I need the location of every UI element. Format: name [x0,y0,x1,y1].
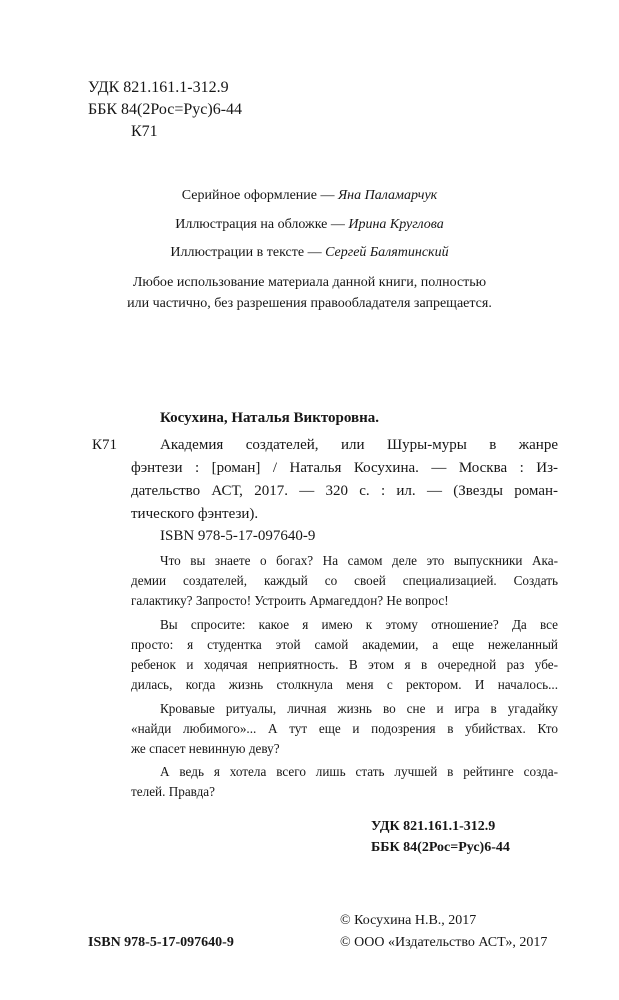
credit-name: Ирина Круглова [348,217,444,232]
credit-role: Иллюстрации в тексте — [170,245,322,260]
annotation-line: галактику? Запросто! Устроить Армагеддон? Не вопрос! [131,593,449,608]
copyright-publisher: © ООО «Издательство АСТ», 2017 [340,935,548,950]
annotation-line: демии создателей, каждый со своей специализацией. Создать [131,573,558,588]
entry-line: тического фэнтези). [131,506,259,522]
annotation-line: дилась, когда жизнь столкнула меня с ректором. И началось... [131,677,558,692]
annotation-line: Вы спросите: какое я имею к этому отношение? Да все [160,617,558,632]
entry-line: Академия создателей, или Шуры-муры в жанре [160,437,558,453]
annotation-line: Что вы знаете о богах? На самом деле это выпускники Ака- [160,553,558,568]
copyright-author: © Косухина Н.В., 2017 [340,913,477,928]
credit-role: Серийное оформление — [181,188,335,203]
credit-cover-illustration [0,217,619,233]
annotation-line: ребенок и ходячая неприятность. В этом я в очередной раз убе- [131,657,558,672]
annotation-line: А ведь я хотела всего лишь стать лучшей в рейтинге созда- [160,764,558,779]
notice-line: Любое использование материала данной книги, полностью [132,275,487,290]
credit-name: Сергей Балятинский [325,245,449,260]
entry-mark: К71 [92,437,118,453]
credit-text-illustrations [0,245,619,261]
footer-isbn: ISBN 978-5-17-097640-9 [88,935,234,950]
bottom-udk-code: УДК 821.161.1-312.9 [371,819,496,834]
annotation-line: просто: я студентка этой самой академии, а еще нежеланный [131,637,558,652]
copyright-notice [0,272,619,314]
entry-line: фэнтези : [роман] / Наталья Косухина. — Москва : Из- [131,460,558,476]
annotation-line: телей. Правда? [131,784,215,799]
entry-line: дательство АСТ, 2017. — 320 с. : ил. — (Звезды роман- [131,483,558,499]
notice-line: или частично, без разрешения правообладателя запрещается. [127,296,492,311]
udk-code: УДК 821.161.1-312.9 [88,79,229,96]
credit-role: Иллюстрация на обложке — [175,217,345,232]
credit-name: Яна Паламарчук [337,188,438,203]
author-mark: К71 [131,123,158,140]
entry-isbn: ISBN 978-5-17-097640-9 [160,528,316,544]
annotation-line: Кровавые ритуалы, личная жизнь во сне и игра в угадайку [160,701,558,716]
bottom-bbk-code: ББК 84(2Рос=Рус)6-44 [371,840,510,855]
entry-author: Косухина, Наталья Викторовна. [160,410,379,426]
credit-design [0,188,619,204]
annotation-line: «найди любимого»... А тут еще и подозрения в убийствах. Кто [131,721,558,736]
bbk-code: ББК 84(2Рос=Рус)6-44 [88,101,243,118]
annotation-line: же спасет невинную деву? [131,741,280,756]
